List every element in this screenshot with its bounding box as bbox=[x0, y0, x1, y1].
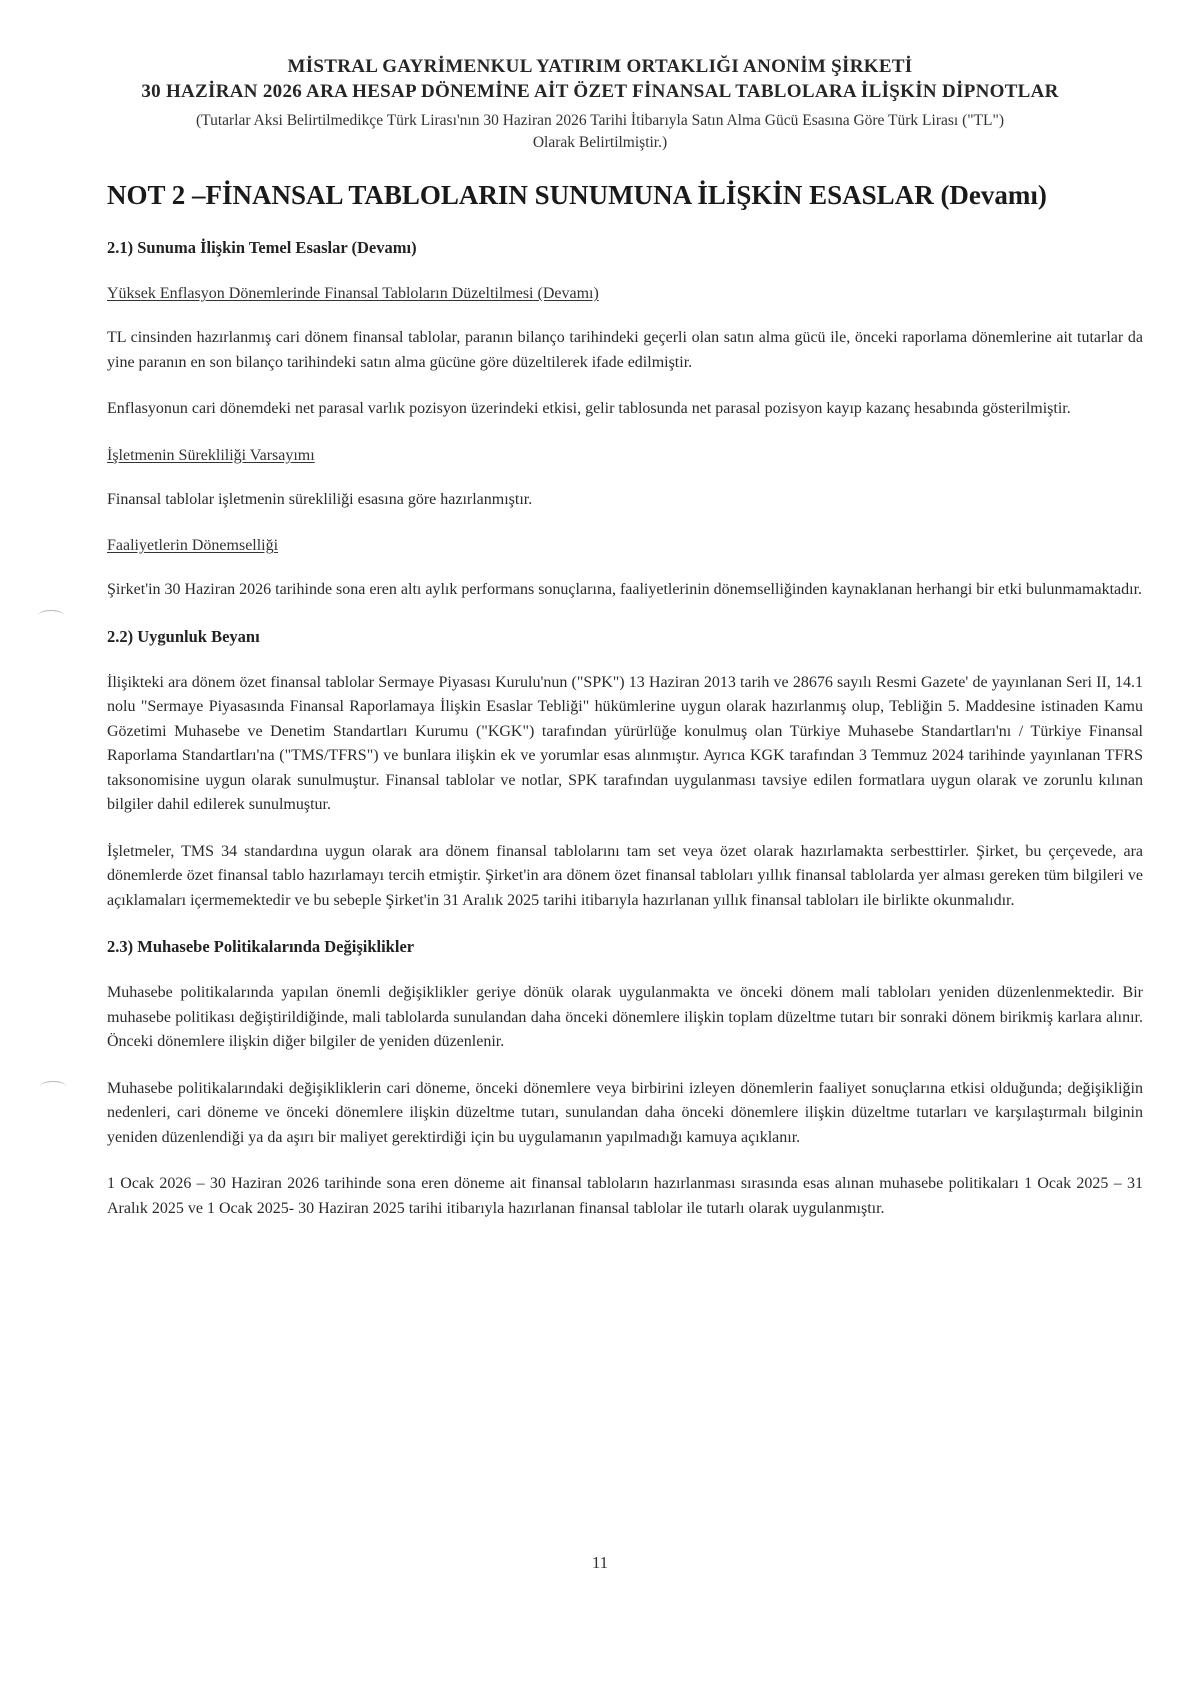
report-title: 30 HAZİRAN 2026 ARA HESAP DÖNEMİNE AİT ÖZET FİNANSAL TABLOLARA İLİŞKİN DİPNOTLAR bbox=[141, 81, 1059, 102]
currency-note-line-1: (Tutarlar Aksi Belirtilmedikçe Türk Lirası'nın 30 Haziran 2026 Tarihi İtibarıyla Satın Alma Gücü Esasına Göre Türk Lirası ("TL") bbox=[196, 112, 1004, 129]
section-2-3-heading: 2.3) Muhasebe Politikalarında Değişiklikler bbox=[107, 937, 415, 956]
company-name: MİSTRAL GAYRİMENKUL YATIRIM ORTAKLIĞI ANONİM ŞİRKETİ bbox=[287, 56, 913, 77]
compliance-paragraph-1: İlişikteki ara dönem özet finansal tablolar Sermaye Piyasası Kurulu'nun ("SPK") 13 Haziran 2013 tarih ve 28676 sayılı Resmi Gazete' de yayınlanan Seri II, 14.1 nolu "Sermaye Piyasasında Finansal Raporlamaya İlişkin Esaslar Tebliği" hükümlerine uygun olarak hazırlanmış olup, Tebliğin 5. Maddesine istinaden Kamu Gözetimi Muhasebe ve Denetim Standartları Kurumu ("KGK") tarafından yürürlüğe konulmuş olan Türkiye Muhasebe Standartları'nı / Türkiye Finansal Raporlama Standartları'na ("TMS/TFRS") ve bunlara ilişkin ek ve yorumlar esas alınmıştır. Ayrıca KGK tarafından 3 Temmuz 2024 tarihinde yayınlanan TFRS taksonomisine uygun olarak sunulmuştur. Finansal tablolar ve notlar, SPK tarafından uygulanması tavsiye edilen formatlara uygun olarak ve zorunlu kılınan bilgiler dahil edilerek sunulmuştur. bbox=[107, 673, 1143, 813]
going-concern-paragraph: Finansal tablolar işletmenin sürekliliği esasına göre hazırlanmıştır. bbox=[107, 490, 533, 508]
accounting-policies-paragraph-3: 1 Ocak 2026 – 30 Haziran 2026 tarihinde sona eren döneme ait finansal tabloların hazırlanması sırasında esas alınan muhasebe politikaları 1 Ocak 2025 – 31 Aralık 2025 ve 1 Ocak 2025- 30 Haziran 2025 tarihi itibarıyla hazırlanan finansal tablolar ile tutarlı olarak uygulanmıştır. bbox=[107, 1175, 1143, 1217]
going-concern-heading: İşletmenin Sürekliliği Varsayımı bbox=[107, 446, 315, 464]
currency-note-line-2: Olarak Belirtilmiştir.) bbox=[532, 134, 668, 151]
seasonality-heading: Faaliyetlerin Dönemselliği bbox=[107, 537, 279, 554]
page-number: 11 bbox=[591, 1553, 609, 1572]
note-title: NOT 2 –FİNANSAL TABLOLARIN SUNUMUNA İLİŞKİN ESASLAR (Devamı) bbox=[107, 180, 1047, 210]
compliance-paragraph-2: İşletmeler, TMS 34 standardına uygun olarak ara dönem finansal tablolarını tam set veya özet olarak hazırlamakta serbesttirler. Şirket, bu çerçevede, ara dönemlerde özet finansal tablo hazırlamayı tercih etmiştir. Şirket'in ara dönem özet finansal tabloları yıllık finansal tablolarda yer alması gereken tüm bilgileri ve açıklamaları içermemektedir ve bu sebeple Şirket'in 31 Aralık 2025 tarihi itibarıyla hazırlanan yıllık finansal tabloları ile birlikte okunmalıdır. bbox=[107, 842, 1143, 909]
accounting-policies-paragraph-2: Muhasebe politikalarındaki değişikliklerin cari döneme, önceki dönemlere veya birbirini izleyen dönemlerin faaliyet sonuçlarına etkisi olduğunda; değişikliğin nedenleri, cari döneme ve önceki dönemlere ilişkin düzeltme tutarı, sunulandan daha önceki dönemlere ilişkin düzeltme tutarları ve karşılaştırmalı bilginin yeniden düzenlendiği ya da aşırı bir maliyet gerektirdiği için bu uygulamanın yapılmadığı kamuya açıklanır. bbox=[107, 1079, 1143, 1146]
note-body bbox=[107, 236, 1143, 1243]
inflation-adjustment-paragraph-1: TL cinsinden hazırlanmış cari dönem finansal tablolar, paranın bilanço tarihindeki geçerli olan satın alma gücü ile, önceki raporlama dönemlerine ait tutarlar da yine paranın en son bilanço tarihindeki satın alma gücüne göre düzeltilerek ifade edilmiştir. bbox=[107, 329, 1143, 371]
accounting-policies-paragraph-1: Muhasebe politikalarında yapılan önemli değişiklikler geriye dönük olarak uygulanmakta ve önceki dönem mali tabloları yeniden düzenlenmektedir. Bir muhasebe politikası değiştirildiğinde, mali tablolarda sunulandan daha önceki dönemlere ilişkin toplam düzeltme tutarı bir sonraki dönem birikmiş karlara alınır. Önceki dönemlere ilişkin diğer bilgiler de yeniden düzenlenir. bbox=[107, 984, 1143, 1050]
hole-punch-mark bbox=[40, 1081, 66, 1092]
seasonality-paragraph: Şirket'in 30 Haziran 2026 tarihinde sona eren altı aylık performans sonuçlarına, faaliyetlerinin dönemselliğinden kaynaklanan herhangi bir etki bulunmamaktadır. bbox=[107, 581, 1143, 598]
section-2-1-heading: 2.1) Sunuma İlişkin Temel Esaslar (Devamı) bbox=[107, 238, 417, 257]
page-header bbox=[90, 54, 1110, 154]
currency-note bbox=[90, 110, 1110, 154]
inflation-adjustment-paragraph-2: Enflasyonun cari dönemdeki net parasal varlık pozisyon üzerindeki etkisi, gelir tablosunda net parasal pozisyon kayıp kazanç hesabında gösterilmiştir. bbox=[107, 400, 1071, 417]
inflation-adjustment-heading: Yüksek Enflasyon Dönemlerinde Finansal Tabloların Düzeltilmesi (Devamı) bbox=[107, 285, 599, 302]
hole-punch-mark bbox=[38, 610, 64, 621]
section-2-2-heading: 2.2) Uygunluk Beyanı bbox=[107, 626, 260, 646]
